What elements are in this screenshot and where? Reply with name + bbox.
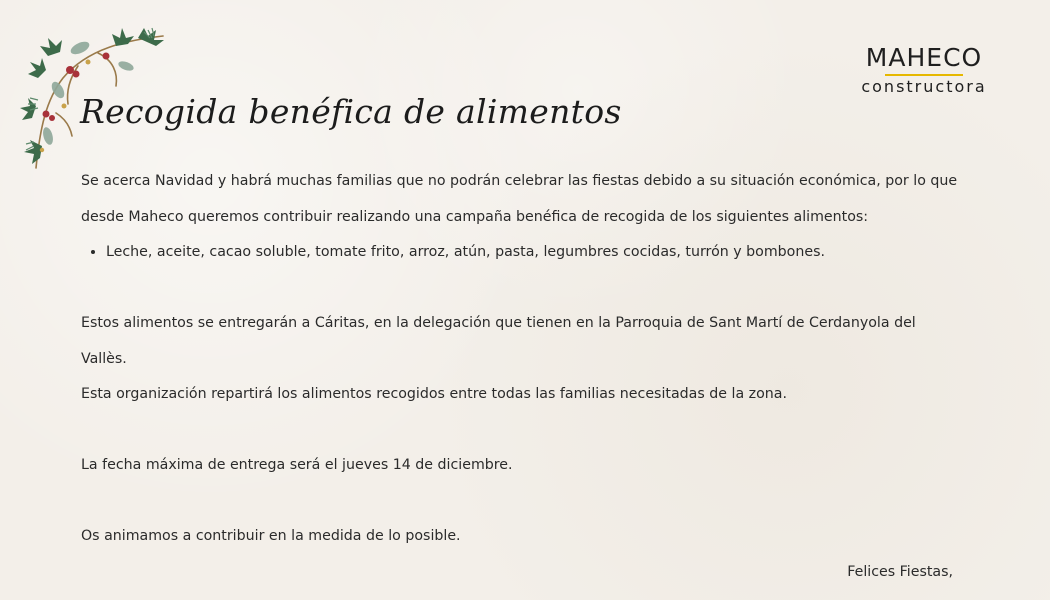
letter-body — [81, 164, 961, 590]
encouragement-text: Os animamos a contribuir en la medida de lo posible. — [81, 528, 461, 544]
page-title: Recogida benéfica de alimentos — [80, 92, 622, 131]
delivery-line-2: Esta organización repartirá los alimentos recogidos entre todas las familias necesitadas de la zona. — [81, 386, 787, 402]
company-logo — [858, 44, 990, 96]
logo-subtitle: constructora — [861, 77, 987, 96]
paragraph-spacer — [81, 484, 961, 520]
intro-line-2: desde Maheco queremos contribuir realizando una campaña benéfica de recogida de los siguientes alimentos: — [81, 208, 869, 225]
signoff-text: Felices Fiestas, — [847, 563, 953, 580]
food-list — [81, 235, 961, 271]
intro-line-1: Se acerca Navidad y habrá muchas familias que no podrán celebrar las fiestas debido a su situación económica, por lo que — [81, 173, 958, 189]
logo-name: MAHECO — [865, 43, 983, 72]
paragraph-spacer — [81, 413, 961, 449]
deadline-text: La fecha máxima de entrega será el jueves 14 de diciembre. — [81, 457, 513, 473]
delivery-line-1: Estos alimentos se entregarán a Cáritas, en la delegación que tienen en la Parroquia de Sant Martí de Cerdanyola del Vallès. — [81, 315, 916, 367]
paragraph-spacer — [81, 271, 961, 307]
logo-underline — [885, 74, 963, 76]
list-item: • Leche, aceite, cacao soluble, tomate frito, arroz, atún, pasta, legumbres cocidas, turrón y bombones. — [106, 235, 961, 271]
